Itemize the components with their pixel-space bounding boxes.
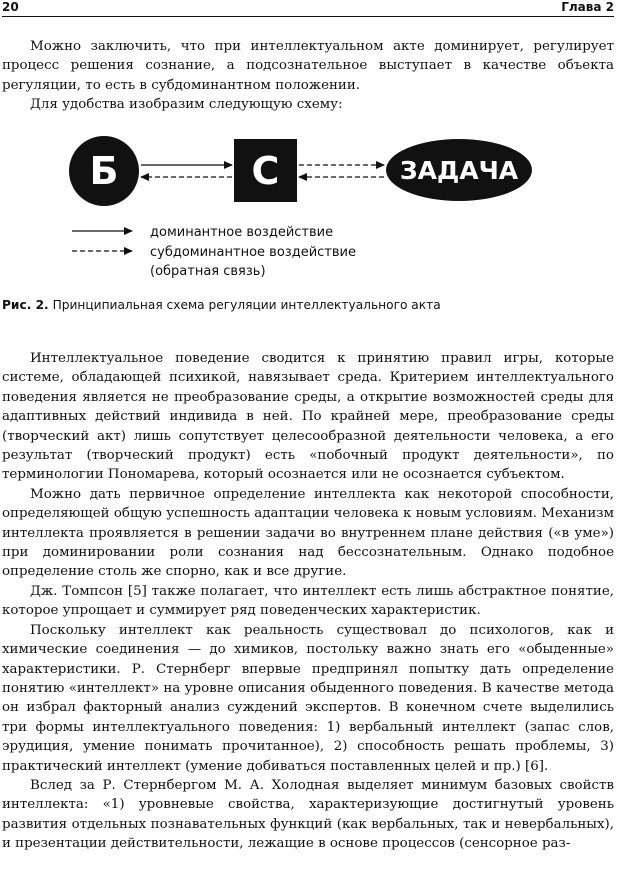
body-paragraph: Можно дать первичное определение интеллекта как некоторой способности, определяющей общую успешность адаптации человека к новым условиям. Механизм интеллекта проявляется в решении задачи во внутреннем плане действия («в уме») при доминировании роли сознания над бессознательным. Однако подобное определение столь же спорно, как и все другие.: [2, 486, 614, 580]
body-paragraph: Дж. Томпсон [5] также полагает, что интеллект есть лишь абстрактное понятие, которое упрощает и суммирует ряд поведенческих характеристик.: [2, 583, 614, 619]
body-paragraph: Вслед за Р. Стернбергом М. А. Холодная выделяет минимум базовых свойств интеллекта: «1) уровневые свойства, характеризующие достигнутый уровень развития отдельных познавательных функций (как вербальных, так и невербальных), и презентации действительности, лежащие в основе процессов (сенсорное раз-: [2, 777, 614, 852]
diagram-legend: [72, 225, 356, 279]
intro-paragraph: Можно заключить, что при интеллектуальном акте доминирует, регулирует процесс решения сознание, а подсознательное выступает в качестве объекта регуляции, то есть в субдоминантном положении.: [2, 39, 614, 93]
body-text: [2, 349, 614, 854]
figure-caption: [2, 296, 614, 314]
legend-dominant-label: доминантное воздействие: [150, 225, 334, 240]
chapter-title: Глава 2: [561, 0, 614, 14]
node-b: [69, 136, 139, 206]
diagram-lead-paragraph: Для удобства изобразим следующую схему:: [30, 97, 343, 112]
running-header: [2, 0, 614, 17]
node-b-label: Б: [89, 149, 119, 193]
body-paragraph: Интеллектуальное поведение сводится к принятию правил игры, которые системе, обладающей психикой, навязывает среда. Критерием интеллектуального поведения является не преобразование среды, а открытие возможностей среды для адаптивных действий индивида в ней. По крайней мере, преобразование среды (творческий акт) лишь сопутствует целесообразной деятельности человека, а его результат (творческий продукт) есть «побочный продукт деятельности», по терминологии Пономарева, который осознается или не осознается субъектом.: [2, 351, 614, 483]
figure-caption-label: Рис. 2.: [2, 298, 49, 312]
legend-subdominant-label: субдоминантное воздействие: [150, 245, 356, 260]
regulation-diagram: [0, 130, 620, 290]
page-number: 20: [2, 0, 19, 14]
body-paragraph: Поскольку интеллект как реальность существовал до психологов, как и химические соединения — до химиков, постольку важно знать его «обыденные» характеристики. Р. Стернберг впервые предпринял попытку дать определение понятию «интеллект» на уровне описания обыденного поведения. В качестве метода он избрал факторный анализ суждений экспертов. В конечном счете выделились три формы интеллектуального поведения: 1) вербальный интеллект (запас слов, эрудиция, умение понимать прочитанное), 2) способность решать проблемы, 3) практический интеллект (умение добиваться поставленных целей и пр.) [6].: [2, 622, 614, 774]
legend-feedback-label: (обратная связь): [150, 264, 266, 279]
node-task-label: ЗАДАЧА: [399, 156, 519, 185]
node-task: [386, 139, 532, 201]
figure-caption-text: Принципиальная схема регуляции интеллектуального акта: [52, 298, 441, 312]
node-c-label: С: [251, 149, 280, 193]
node-c: [234, 139, 297, 202]
